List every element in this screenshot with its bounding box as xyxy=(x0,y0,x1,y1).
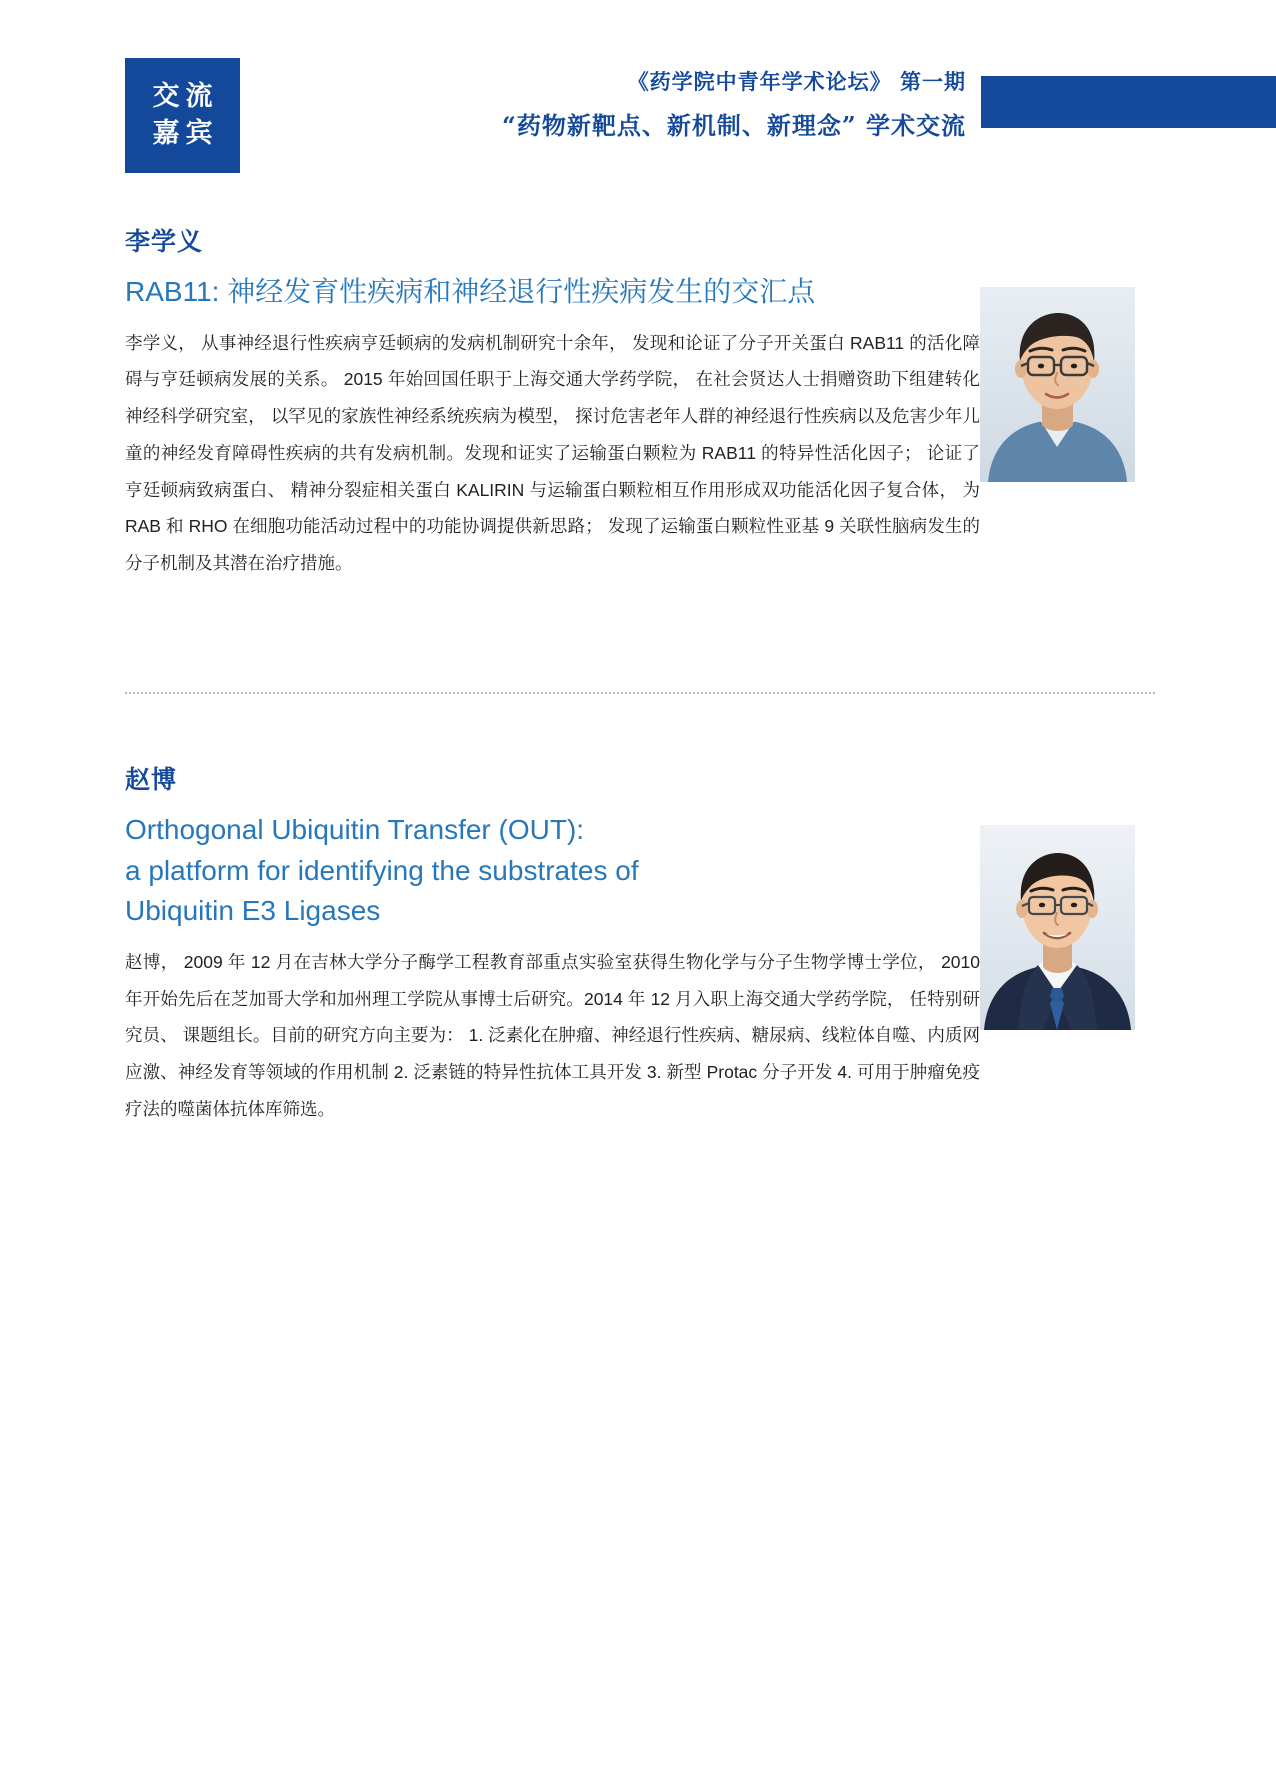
speaker-name-text: 李学义 xyxy=(125,228,204,256)
speaker-talk-title-line: RAB11: 神经发育性疾病和神经退行性疾病发生的交汇点 xyxy=(125,276,816,307)
speaker-talk-title-line: Orthogonal Ubiquitin Transfer (OUT): xyxy=(125,814,585,845)
section-divider xyxy=(125,692,1155,694)
guest-badge xyxy=(125,58,240,173)
speaker-bio-text: 李学义， 从事神经退行性疾病亨廷顿病的发病机制研究十余年， 发现和论证了分子开关蛋白 RAB11 的活化障碍与亨廷顿病发展的关系。 2015 年始回国任职于上海交通大学药学院， 在社会贤达人士捐赠资助下组建转化神经科学研究室， 以罕见的家族性神经系统疾病为模型， 探讨危害老年人群的神经退行性疾病以及危害少年儿童的神经发育障碍性疾病的共有发病机制。发现和证实了运输蛋白颗粒为 RAB11 的特异性活化因子； 论证了亨廷顿病致病蛋白、 精神分裂症相关蛋白 KALIRIN 与运输蛋白颗粒相互作用形成双功能活化因子复合体， 为 RAB 和 RHO 在细胞功能活动过程中的功能协调提供新思路； 发现了运输蛋白颗粒性亚基 9 关联性脑病发生的分子机制及其潜在治疗措施。 xyxy=(125,332,980,574)
header-title-group xyxy=(502,66,966,141)
speaker-portrait-zhaobo xyxy=(980,825,1135,1030)
speaker-portrait-lixueyi xyxy=(980,287,1135,482)
speaker-talk-title-line: a platform for identifying the substrates of xyxy=(125,854,639,886)
speaker-block xyxy=(125,222,1155,582)
speaker-name xyxy=(125,760,1155,796)
speaker-block xyxy=(125,760,1155,1174)
guest-badge-line2: 嘉宾 xyxy=(152,117,219,149)
speaker-name-text: 赵博 xyxy=(125,766,178,794)
speaker-talk-title-line: Ubiquitin E3 Ligases xyxy=(125,895,381,927)
forum-theme-title: “药物新靶点、新机制、新理念” 学术交流 xyxy=(502,111,966,140)
forum-series-title: 《药学院中青年学术论坛》 第一期 xyxy=(627,69,966,94)
speaker-bio-text: 赵博， 2009 年 12 月在吉林大学分子酶学工程教育部重点实验室获得生物化学与分子生物学博士学位， 2010 年开始先后在芝加哥大学和加州理工学院从事博士后研究。2014 年 12 月入职上海交通大学药学院， 任特别研究员、 课题组长。目前的研究方向主要为： 1. 泛素化在肿瘤、神经退行性疾病、糖尿病、线粒体自噬、内质网应激、神经发育等领域的作用机制 2. 泛素链的特异性抗体工具开发 3. 新型 Protac 分子开发 4. 可用于肿瘤免疫疗法的噬菌体抗体库筛选。 xyxy=(125,951,980,1119)
page-header xyxy=(0,58,1276,178)
guest-badge-line1: 交流 xyxy=(152,81,219,113)
speaker-name xyxy=(125,222,1155,258)
header-accent-bar xyxy=(981,76,1276,128)
